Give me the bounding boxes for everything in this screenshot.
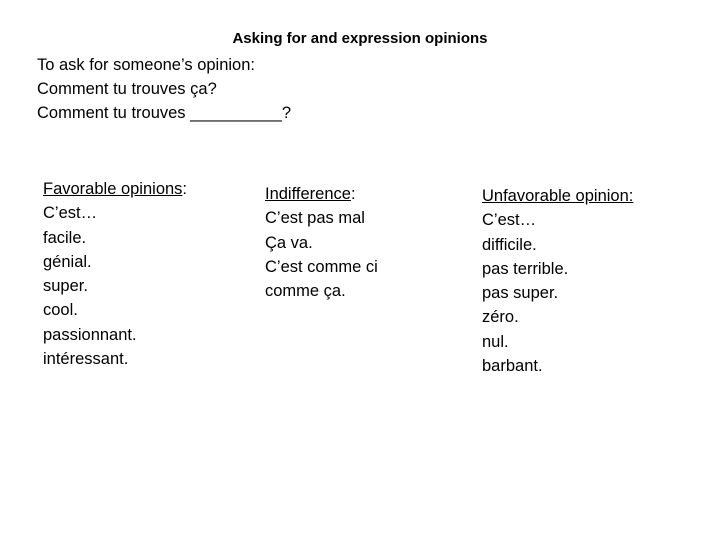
indifference-item: Ça va. [265,233,313,252]
indifference-heading [265,182,378,206]
indifference-item: comme ça. [265,282,346,301]
slide-title: Asking for and expression opinions [232,30,488,47]
indifference-column [265,182,378,303]
favorable-item: C’est… [43,204,98,223]
unfavorable-item: pas super. [482,284,559,303]
favorable-item: facile. [43,228,87,247]
unfavorable-item: difficile. [482,235,537,254]
intro-line-ask: To ask for someone’s opinion: [37,56,255,74]
intro-line-question-1: Comment tu trouves ça? [37,80,217,98]
favorable-heading [43,177,187,201]
unfavorable-item: C’est… [482,211,537,230]
unfavorable-column [482,184,633,378]
indifference-item: C’est comme ci [265,257,378,276]
intro-block [37,53,291,125]
favorable-item: cool. [43,301,78,320]
indifference-item: C’est pas mal [265,209,365,228]
intro-line-question-2: Comment tu trouves __________? [37,104,292,122]
unfavorable-item: pas terrible. [482,259,569,278]
indifference-heading-colon: : [350,185,356,203]
unfavorable-item: nul. [482,332,509,351]
favorable-item: génial. [43,252,92,271]
favorable-item: super. [43,277,88,296]
favorable-item: passionnant. [43,325,137,344]
favorable-column [43,177,187,371]
favorable-heading-text: Favorable opinions [43,180,183,198]
favorable-heading-colon: : [182,180,188,198]
unfavorable-item: barbant. [482,357,543,376]
unfavorable-heading: Unfavorable opinion: [482,187,634,205]
indifference-heading-text: Indifference [265,185,351,203]
favorable-item: intéressant. [43,350,129,369]
unfavorable-item: zéro. [482,308,519,327]
